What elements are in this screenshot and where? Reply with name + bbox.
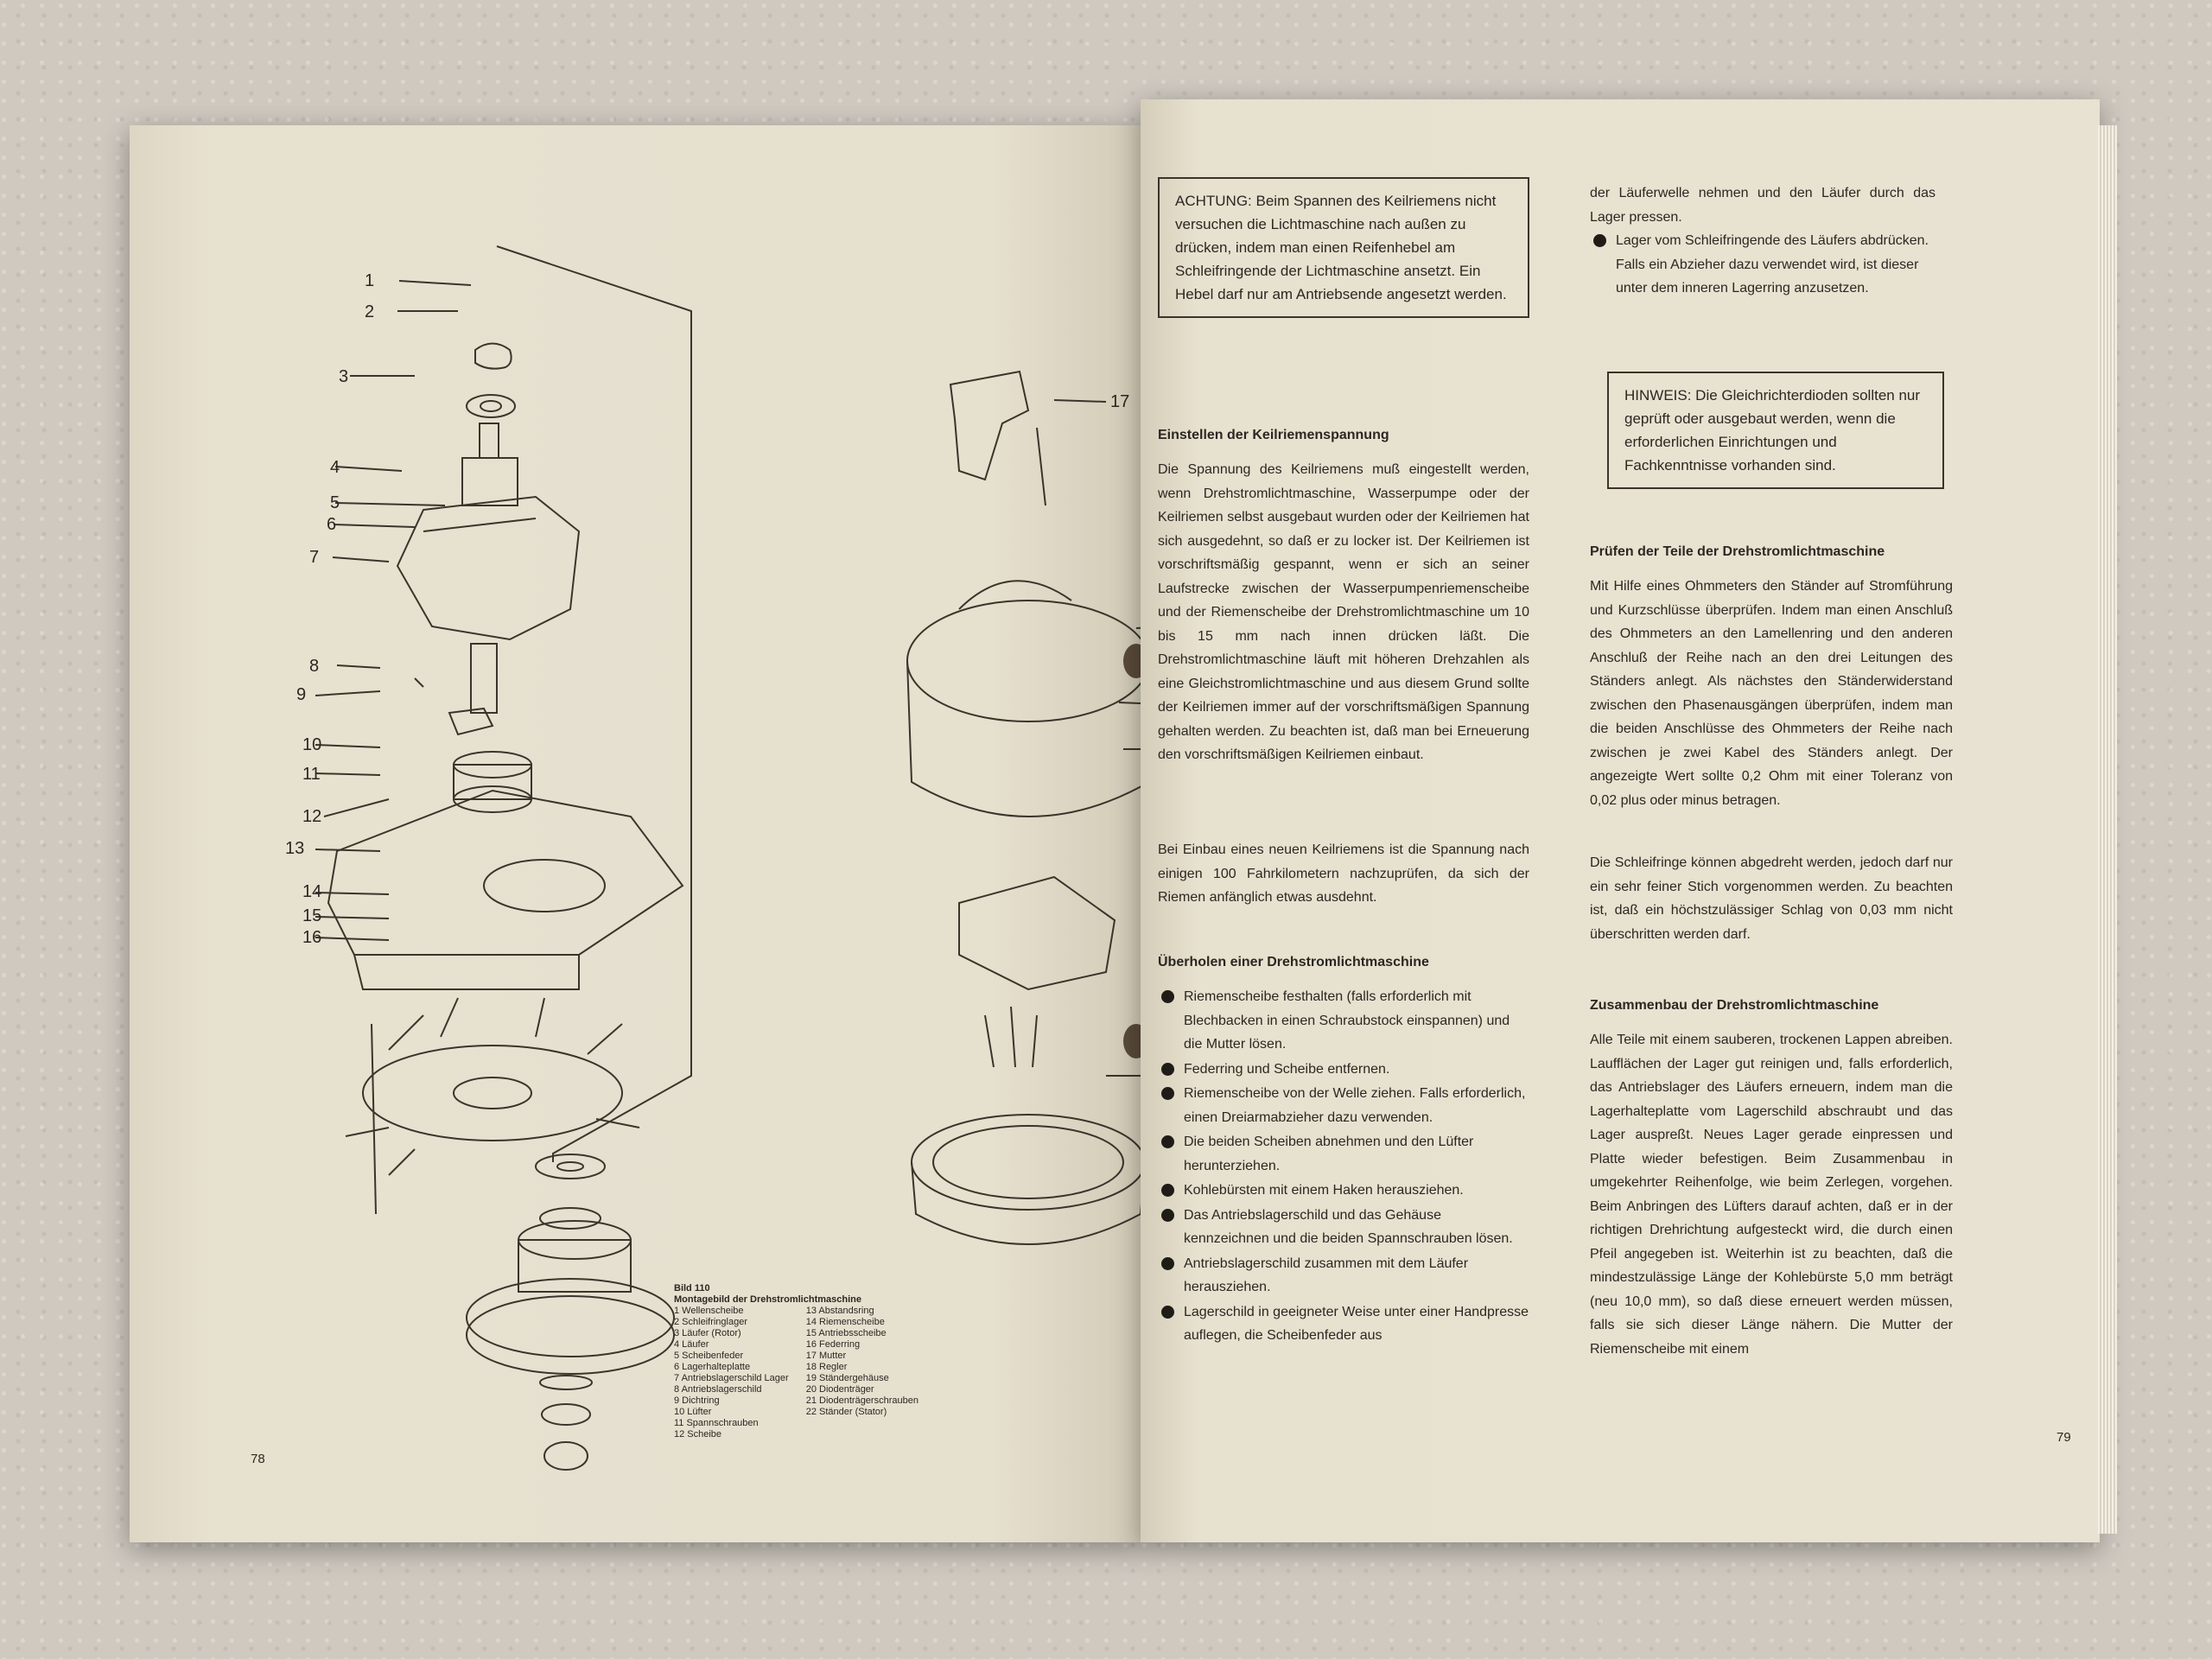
list-item: Das Antriebslagerschild und das Gehäuse kennzeichnen und die beiden Spannschrauben lösen. — [1184, 1204, 1529, 1251]
list-item: Lager vom Schleifringende des Läufers abdrücken. Falls ein Abzieher dazu verwendet wird, ist dieser unter dem inneren Lagerring anzusetzen. — [1616, 229, 1936, 301]
left-page — [130, 125, 1141, 1542]
callout-17: 17 — [1110, 392, 1130, 411]
callout-9: 9 — [296, 685, 307, 704]
callout-1: 1 — [365, 271, 375, 290]
para-keilriemen: Die Spannung des Keilriemens muß eingestellt werden, wenn Drehstromlichtmaschine, Wasserpumpe oder der Keilriemen selbst ausgebaut wurden oder der Keilriemen hat sich ausgedehnt, so daß er zu locker ist. Der Keilriemen ist vorschriftsmäßig gespannt, wenn er sich an seiner Laufstrecke zwischen der Wasserpumpenriemenscheibe und der Riemenscheibe der Drehstromlichtmaschine um 10 bis 15 mm nach innen drücken läßt. Die Drehstromlichtmaschine läuft mit höheren Drehzahlen als eine Gleichstromlichtmaschine und aus diesem Grund sollte der Keilriemen immer auf der vorschriftsmäßigen Spannung gehalten werden. Zu beachten ist, daß man bei Erneuerung den vorschriftsmäßigen Keilriemen einbaut. — [1158, 462, 1529, 762]
heading-pruefen: Prüfen der Teile der Drehstromlichtmaschine — [1590, 544, 1885, 559]
callout-16: 16 — [302, 928, 322, 947]
right-page — [1141, 99, 2100, 1542]
callout-5: 5 — [330, 493, 340, 512]
hinweis-box: HINWEIS: Die Gleichrichterdioden sollten nur geprüft oder ausgebaut werden, wenn die erforderlichen Einrichtungen und Fachkenntnisse vorhanden sind. — [1607, 372, 1944, 489]
callout-7: 7 — [309, 548, 320, 567]
list-item: Riemenscheibe von der Welle ziehen. Falls erforderlich, einen Dreiarmabzieher dazu verwenden. — [1184, 1082, 1529, 1129]
callout-4: 4 — [330, 458, 340, 477]
legend-column-2: 13 Abstandsring 14 Riemenscheibe 15 Antriebsscheibe 16 Federring 17 Mutter 18 Regler 19 Ständergehäuse 20 Diodenträger 21 Diodenträgerschrauben 22 Ständer (Stator) — [805, 1306, 918, 1417]
callout-6: 6 — [327, 515, 337, 534]
figure-number: Bild 110 — [674, 1283, 710, 1294]
heading-ueberholen: Überholen einer Drehstromlichtmaschine — [1158, 955, 1429, 969]
callout-3: 3 — [339, 367, 349, 386]
para-pruefen: Mit Hilfe eines Ohmmeters den Ständer auf Stromführung und Kurzschlüsse überprüfen. Indem man einen Anschluß des Ohmmeters an den Lamellenring und den anderen Anschluß der Reihe nach an den drei Leitungen des Ständers anlegt. Als nächstes den Ständerwiderstand zwischen den Phasenausgängen überprüfen, indem man die beiden Anschlüsse des Ohmmeters der Reihe nach zwischen je zwei Kabel des Ständers anlegt. Der angezeigte Wert sollte 0,2 Ohm mit einer Toleranz von 0,02 plus oder minus betragen. — [1590, 579, 1953, 808]
col2-bullet — [1616, 229, 1936, 302]
list-item: Kohlebürsten mit einem Haken herausziehen. — [1184, 1179, 1529, 1203]
list-item: Federring und Scheibe entfernen. — [1184, 1058, 1529, 1082]
para-pruefen-2: Die Schleifringe können abgedreht werden, jedoch darf nur ein sehr feiner Stich vorgenommen werden. Zu beachten ist, daß ein höchstzulässiger Schlag von 0,03 mm nicht überschritten werden darf. — [1590, 855, 1953, 942]
para-keilriemen-2: Bei Einbau eines neuen Keilriemens ist die Spannung nach einigen 100 Fahrkilometern nachzuprüfen, da sich der Riemen anfänglich etwas ausdehnt. — [1158, 842, 1529, 905]
heading-keilriemen: Einstellen der Keilriemenspannung — [1158, 428, 1389, 442]
callout-8: 8 — [309, 657, 320, 676]
list-item: Lagerschild in geeigneter Weise unter einer Handpresse auflegen, die Scheibenfeder aus — [1184, 1300, 1529, 1348]
heading-zusammenbau: Zusammenbau der Drehstromlichtmaschine — [1590, 998, 1879, 1013]
page-number-left: 78 — [251, 1452, 265, 1466]
open-manual — [130, 99, 2100, 1551]
callout-14: 14 — [302, 882, 322, 901]
para-zusammenbau: Alle Teile mit einem sauberen, trockenen Lappen abreiben. Laufflächen der Lager gut reinigen und, falls erforderlich, das Antriebslager des Läufers erneuern, indem man die Lagerhalteplatte vom Lagerschild abschraubt und das Lager auspreßt. Neues Lager gerade einpressen und Platte wieder befestigen. Beim Zusammenbau in umgekehrter Reihenfolge, wie beim Zerlegen, vorgehen. Beim Anbringen des Lüfters darauf achten, daß er in der richtigen Drehrichtung aufgesteckt wird, die durch einen Pfeil angegeben ist. Weiterhin ist zu beachten, daß die mindestzulässige Länge der Kohlebürste 5,0 mm beträgt (neu 10,0 mm), so daß diese erneuert werden müssen, falls sie sich dieser Länge nähern. Die Mutter der Riemenscheibe mit einem — [1590, 1033, 1953, 1357]
callout-2: 2 — [365, 302, 375, 321]
achtung-box: ACHTUNG: Beim Spannen des Keilriemens nicht versuchen die Lichtmaschine nach außen zu drücken, indem man einen Reifenhebel am Schleifringende der Lichtmaschine ansetzt. Ein Hebel darf nur am Antriebsende angesetzt werden. — [1158, 177, 1529, 318]
callout-15: 15 — [302, 906, 322, 925]
callout-10: 10 — [302, 735, 322, 754]
legend-column-1: 1 Wellenscheibe 2 Schleifringlager 3 Läufer (Rotor) 4 Läufer 5 Scheibenfeder 6 Lagerhalteplatte 7 Antriebslagerschild Lager 8 Antriebslagerschild 9 Dichtring 10 Lüfter 11 Spannschrauben 12 Scheibe — [674, 1306, 789, 1440]
page-stack-edge — [2098, 125, 2117, 1534]
list-item: Antriebslagerschild zusammen mit dem Läufer herausziehen. — [1184, 1252, 1529, 1300]
page-number-right: 79 — [2056, 1430, 2071, 1445]
overhaul-steps — [1184, 985, 1529, 1349]
col2-continuation: der Läuferwelle nehmen und den Läufer durch das Lager pressen. — [1590, 186, 1936, 225]
list-item: Riemenscheibe festhalten (falls erforderlich mit Blechbacken in einen Schraubstock einspannen) und die Mutter lösen. — [1184, 985, 1529, 1057]
list-item: Die beiden Scheiben abnehmen und den Lüfter herunterziehen. — [1184, 1130, 1529, 1178]
figure-title: Montagebild der Drehstromlichtmaschine — [674, 1294, 861, 1305]
callout-13: 13 — [285, 839, 305, 858]
callout-12: 12 — [302, 807, 322, 826]
callout-11: 11 — [302, 765, 321, 784]
figure-caption — [674, 1283, 1089, 1440]
